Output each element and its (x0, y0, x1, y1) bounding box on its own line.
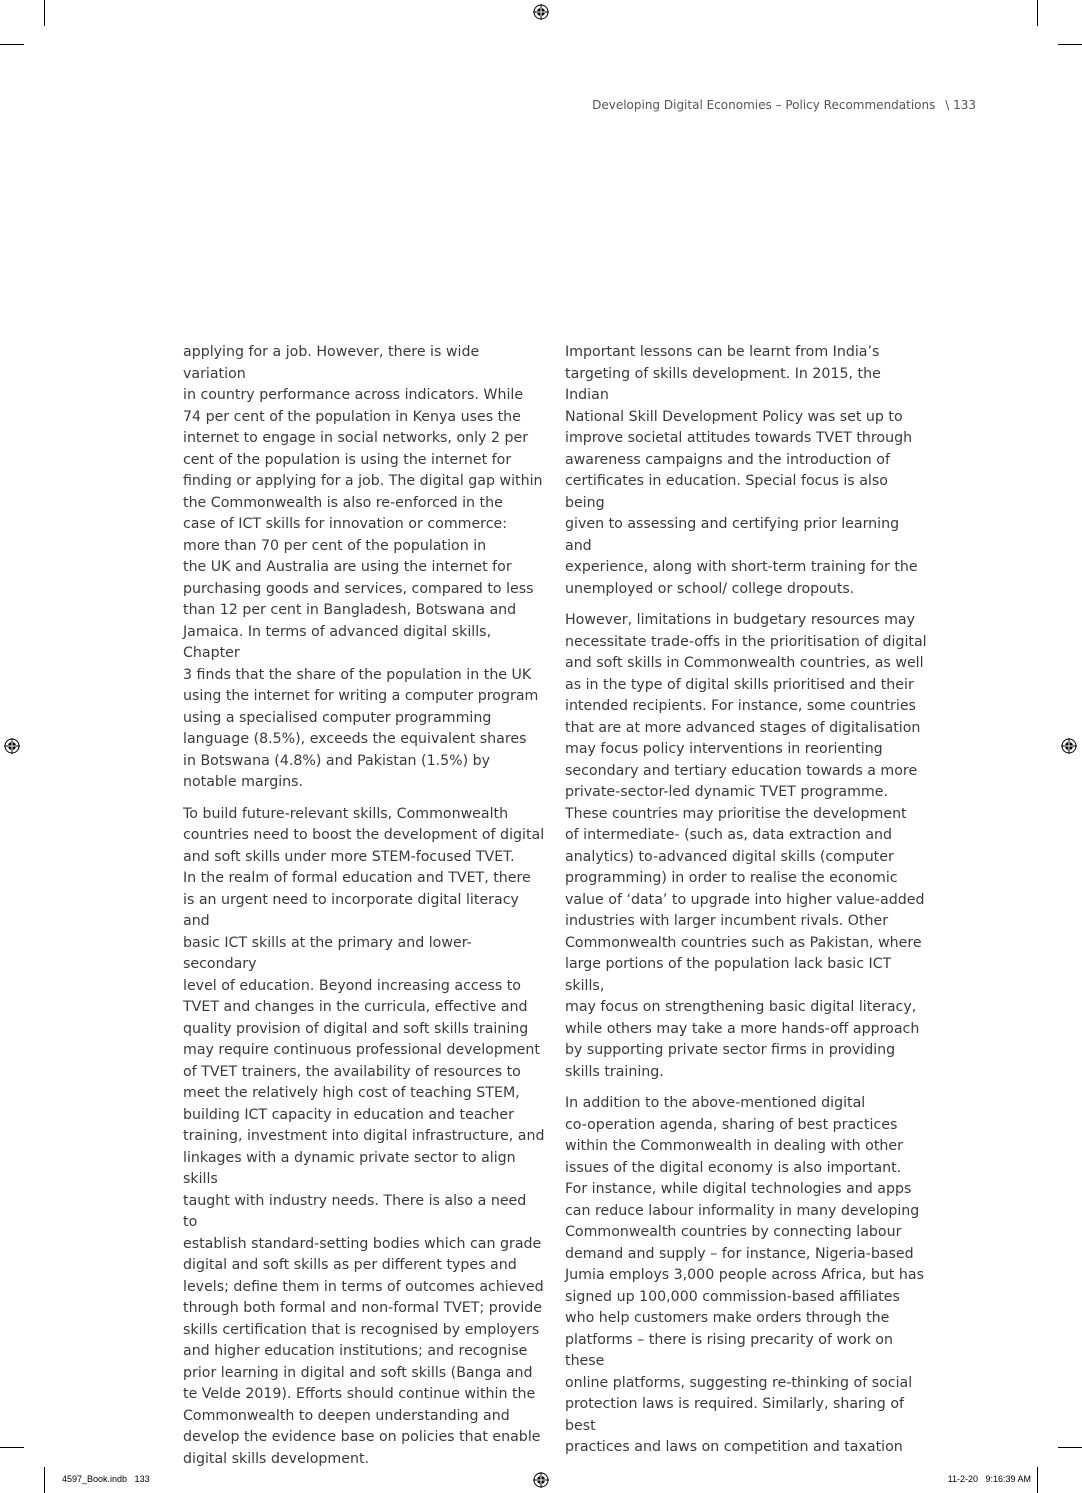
registration-mark-icon (533, 4, 549, 20)
crop-mark-bottom-left-horizontal (0, 1447, 24, 1448)
running-head (592, 98, 976, 112)
running-head-separator: \ (945, 98, 950, 112)
paragraph: applying for a job. However, there is wide variation in country performance across indicators. While 74 per cent of the population in Kenya uses the internet to engage in social networks, only 2 per cent of the population is using the internet for finding or applying for a job. The digital gap within the Commonwealth is also re-enforced in the case of ICT skills for innovation or commerce: more than 70 per cent of the population in the UK and Australia are using the internet for purchasing goods and services, compared to less than 12 per cent in Bangladesh, Botswana and Jamaica. In terms of advanced digital skills, Chapter 3 finds that the share of the population in the UK using the internet for writing a computer program using a specialised computer programming language (8.5%), exceeds the equivalent shares in Botswana (4.8%) and Pakistan (1.5%) by notable margins. (183, 344, 543, 790)
crop-mark-top-left-vertical (44, 0, 45, 26)
crop-mark-bottom-right-vertical (1037, 1467, 1038, 1493)
paragraph: In addition to the above-mentioned digital co-operation agenda, sharing of best practices within the Commonwealth in dealing with other issues of the digital economy is also important. For instance, while digital technologies and apps can reduce labour informality in many developing Commonwealth countries by connecting labour demand and supply – for instance, Nigeria-based Jumia employs 3,000 people across Africa, but has signed up 100,000 commission-based affiliates who help customers make orders through the platforms – there is rising precarity of work on these online platforms, suggesting re-thinking of social protection laws is required. Similarly, sharing of best practices and laws on competition and taxation (565, 1095, 924, 1455)
registration-mark-icon (1061, 738, 1077, 754)
slug-timestamp: 11-2-20 9:16:39 AM (947, 1474, 1031, 1484)
paragraph: To build future-relevant skills, Commonwealth countries need to boost the development of digital and soft skills under more STEM-focused TVET. In the realm of formal education and TVET, there is an urgent need to incorporate digital literacy and basic ICT skills at the primary and lower-secondary level of education. Beyond increasing access to TVET and changes in the curricula, effective and quality provision of digital and soft skills training may require continuous professional development of TVET trainers, the availability of resources to meet the relatively high cost of teaching STEM, building ICT capacity in education and teacher training, investment into digital infrastructure, and linkages with a dynamic private sector to align skills taught with industry needs. There is also a need to establish standard-setting bodies which can grade digital and soft skills as per different types and levels; define them in terms of outcomes achieved through both formal and non-formal TVET; provide skills certification that is recognised by employers and higher education institutions; and recognise prior learning in digital and soft skills (Banga and te Velde 2019). Efforts should continue within the Commonwealth to deepen understanding and develop the evidence base on policies that enable digital skills development. (183, 805, 545, 1467)
running-title: Developing Digital Economies – Policy Recommendations (592, 98, 936, 112)
paragraph: Important lessons can be learnt from India’s targeting of skills development. In 2015, the Indian National Skill Development Policy was set up to improve societal attitudes towards TVET through awareness campaigns and the introduction of certificates in education. Special focus is also being given to assessing and certifying prior learning and experience, along with short-term training for the unemployed or school/ college dropouts. (565, 344, 918, 597)
body-column-right (565, 342, 927, 1469)
crop-mark-top-right-horizontal (1058, 44, 1082, 45)
crop-mark-bottom-right-horizontal (1058, 1447, 1082, 1448)
body-column-left (183, 342, 545, 1480)
crop-mark-bottom-left-vertical (44, 1467, 45, 1493)
slug-file: 4597_Book.indb 133 (62, 1474, 150, 1484)
paragraph: However, limitations in budgetary resources may necessitate trade-offs in the prioritisation of digital and soft skills in Commonwealth countries, as well as in the type of digital skills prioritised and their intended recipients. For instance, some countries that are at more advanced stages of digitalisation may focus policy interventions in reorienting secondary and tertiary education towards a more private-sector-led dynamic TVET programme. These countries may prioritise the development of intermediate- (such as, data extraction and analytics) to-advanced digital skills (computer programming) in order to realise the economic value of ‘data’ to upgrade into higher value-added industries with larger incumbent rivals. Other Commonwealth countries such as Pakistan, where large portions of the population lack basic ICT skills, may focus on strengthening basic digital literacy, while others may take a more hands-off approach by supporting private sector firms in providing skills training. (565, 612, 927, 1080)
crop-mark-top-left-horizontal (0, 44, 24, 45)
page-number: 133 (953, 98, 976, 112)
crop-mark-top-right-vertical (1037, 0, 1038, 26)
registration-mark-icon (4, 738, 20, 754)
